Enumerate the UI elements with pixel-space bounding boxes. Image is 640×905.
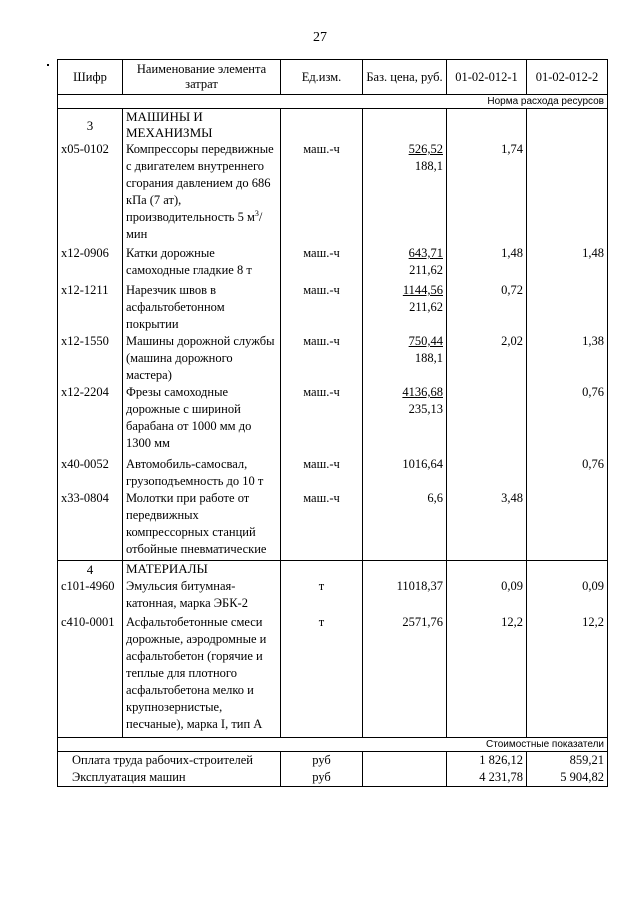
- row-price: [363, 282, 447, 333]
- row-value-2: 0,76: [527, 384, 608, 456]
- row-name: Катки дорожные самоходные гладкие 8 т: [123, 245, 281, 282]
- summary-value-2: 5 904,82: [527, 769, 608, 787]
- row-value-1: 3,48: [447, 490, 527, 560]
- section-3-header: [58, 109, 608, 142]
- norm-row: [58, 95, 608, 109]
- row-code: х12-1211: [58, 282, 123, 333]
- row-value-2: 0,76: [527, 456, 608, 490]
- header-price: Баз. цена, руб.: [363, 60, 447, 95]
- table-row: [58, 578, 608, 614]
- row-value-1: 2,02: [447, 333, 527, 384]
- cost-row: [58, 738, 608, 752]
- summary-value-2: 859,21: [527, 752, 608, 770]
- summary-unit: руб: [281, 752, 363, 770]
- summary-name: Оплата труда рабочих-строителей: [58, 752, 281, 770]
- row-price-main: 526,52: [408, 142, 443, 156]
- summary-value-1: 4 231,78: [447, 769, 527, 787]
- table-row: [58, 456, 608, 490]
- row-price: 2571,76: [363, 614, 447, 738]
- row-value-1: 0,72: [447, 282, 527, 333]
- row-price-main: 643,71: [408, 246, 443, 260]
- header-unit: Ед.изм.: [281, 60, 363, 95]
- row-name: Машины дорожной службы (машина дорожного мастера): [123, 333, 281, 384]
- row-price-sub: 211,62: [409, 300, 443, 314]
- row-value-2: [527, 490, 608, 560]
- row-name: Молотки при работе от передвижных компрессорных станций отбойные пневматические: [123, 490, 281, 560]
- row-value-1: 0,09: [447, 578, 527, 614]
- row-value-1: 12,2: [447, 614, 527, 738]
- row-value-2: 1,48: [527, 245, 608, 282]
- header-name: Наименование элемента затрат: [123, 60, 281, 95]
- row-unit: маш.-ч: [281, 456, 363, 490]
- row-name: Компрессоры передвижные с двигателем внутреннего сгорания давлением до 686 кПа (7 ат), производительность 5 $м^3$/мин: [123, 141, 281, 245]
- row-code: с410-0001: [58, 614, 123, 738]
- row-price-sub: 235,13: [408, 402, 443, 416]
- row-value-1: 1,48: [447, 245, 527, 282]
- section-4-code: 4: [58, 560, 123, 578]
- row-name: Нарезчик швов в асфальтобетонном покрытии: [123, 282, 281, 333]
- page-number: 27: [313, 30, 327, 45]
- row-value-1: [447, 456, 527, 490]
- scan-dot: [47, 64, 49, 66]
- resource-table: [57, 59, 608, 787]
- row-code: х40-0052: [58, 456, 123, 490]
- row-name: Эмульсия битумная-катонная, марка ЭБК-2: [123, 578, 281, 614]
- summary-value-1: 1 826,12: [447, 752, 527, 770]
- row-unit: т: [281, 614, 363, 738]
- row-unit: маш.-ч: [281, 282, 363, 333]
- row-unit: маш.-ч: [281, 490, 363, 560]
- row-price-sub: 188,1: [414, 351, 443, 365]
- row-code: х33-0804: [58, 490, 123, 560]
- row-price: [363, 333, 447, 384]
- row-code: х05-0102: [58, 141, 123, 245]
- row-price: [363, 456, 447, 490]
- table-row: [58, 384, 608, 456]
- table-row: [58, 614, 608, 738]
- header-code: Шифр: [58, 60, 123, 95]
- row-price: [363, 245, 447, 282]
- row-price-main: 750,44: [408, 334, 443, 348]
- table-row: [58, 282, 608, 333]
- row-value-2: 12,2: [527, 614, 608, 738]
- section-4-header: [58, 560, 608, 578]
- header-col1: 01-02-012-1: [447, 60, 527, 95]
- row-value-2: [527, 141, 608, 245]
- table-header-row: [58, 60, 608, 95]
- row-code: х12-0906: [58, 245, 123, 282]
- table-row: [58, 245, 608, 282]
- row-value-2: 0,09: [527, 578, 608, 614]
- row-unit: маш.-ч: [281, 333, 363, 384]
- row-price-sub: 211,62: [409, 263, 443, 277]
- row-code: х12-1550: [58, 333, 123, 384]
- row-price-main: 6,6: [427, 491, 443, 505]
- row-value-1: 1,74: [447, 141, 527, 245]
- row-unit: маш.-ч: [281, 245, 363, 282]
- row-code: с101-4960: [58, 578, 123, 614]
- table-row: [58, 490, 608, 560]
- norm-label: Норма расхода ресурсов: [58, 95, 608, 109]
- row-price-main: 4136,68: [402, 385, 443, 399]
- table-row: [58, 141, 608, 245]
- row-name: Асфальтобетонные смеси дорожные, аэродромные и асфальтобетон (горячие и теплые для плотного асфальтобетона мелко и крупнозернистые, песчаные), марка I, тип А: [123, 614, 281, 738]
- row-price-main: 1144,56: [402, 283, 443, 297]
- row-unit: т: [281, 578, 363, 614]
- summary-row-labor: [58, 752, 608, 770]
- summary-unit: руб: [281, 769, 363, 787]
- row-code: х12-2204: [58, 384, 123, 456]
- row-unit: маш.-ч: [281, 141, 363, 245]
- row-unit: маш.-ч: [281, 384, 363, 456]
- row-name: Автомобиль-самосвал, грузоподъемность до 10 т: [123, 456, 281, 490]
- table-row: [58, 333, 608, 384]
- section-3-title: МАШИНЫ И МЕХАНИЗМЫ: [123, 109, 281, 142]
- summary-name: Эксплуатация машин: [58, 769, 281, 787]
- row-price: [363, 141, 447, 245]
- section-3-code: 3: [58, 109, 123, 142]
- row-price-main: 1016,64: [402, 457, 443, 471]
- section-4-title: МАТЕРИАЛЫ: [123, 560, 281, 578]
- cost-label: Стоимостные показатели: [58, 738, 608, 752]
- row-price: [363, 384, 447, 456]
- summary-row-machines: [58, 769, 608, 787]
- row-value-2: 1,38: [527, 333, 608, 384]
- row-name: Фрезы самоходные дорожные с шириной барабана от 1000 мм до 1300 мм: [123, 384, 281, 456]
- row-value-2: [527, 282, 608, 333]
- row-price-sub: 188,1: [414, 159, 443, 173]
- row-price: [363, 490, 447, 560]
- header-col2: 01-02-012-2: [527, 60, 608, 95]
- row-value-1: [447, 384, 527, 456]
- row-price: 11018,37: [363, 578, 447, 614]
